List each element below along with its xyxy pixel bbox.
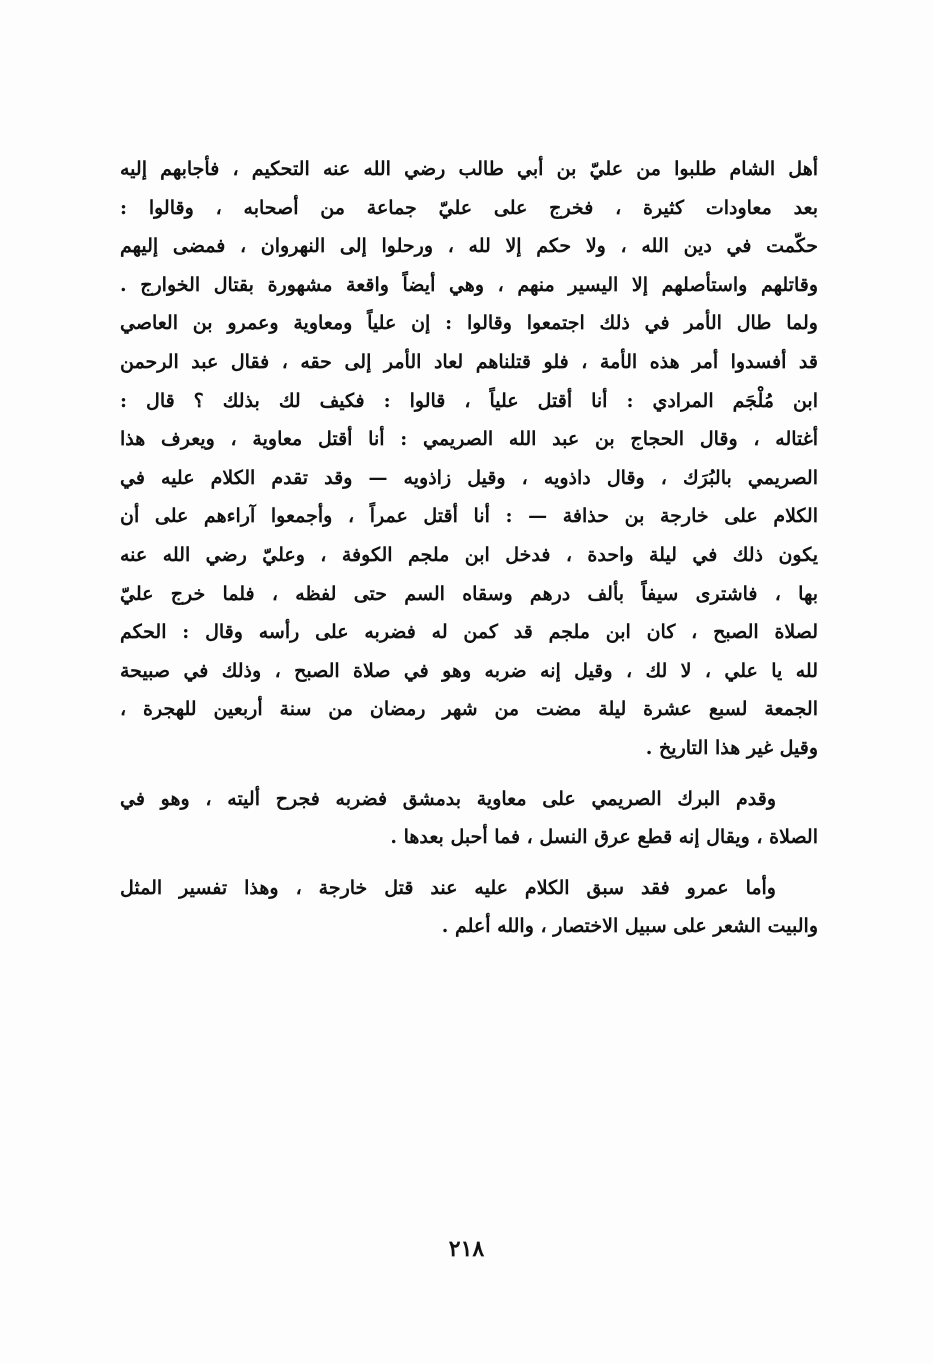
text-line: يكون ذلك في ليلة واحدة ، فدخل ابن ملجم الكوفة ، وعليّ رضي الله عنه (120, 543, 818, 566)
text-line: بها ، فاشترى سيفاً بألف درهم وسقاه السم حتى لفظه ، فلما خرج عليّ (120, 582, 818, 605)
text-line: الصلاة ، ويقال إنه قطع عرق النسل ، فما أحبل بعدها . (390, 826, 818, 849)
text-line: وقدم البرك الصريمي على معاوية بدمشق فضربه فجرح أليته ، وهو في (120, 787, 776, 810)
text-line: الكلام على خارجة بن حذافة — : أنا أقتل عمراً ، وأجمعوا آراءهم على أن (120, 505, 818, 528)
text-line: أغتاله ، وقال الحجاج بن عبد الله الصريمي : أنا أقتل معاوية ، ويعرف هذا (120, 428, 818, 451)
text-line: ابن مُلْجَم المرادي : أنا أقتل علياً ، قالوا : فكيف لك بذلك ؟ قال : (120, 389, 818, 412)
text-line: وقاتلهم واستأصلهم إلا اليسير منهم ، وهي أيضاً واقعة مشهورة بقتال الخوارج . (120, 273, 818, 296)
text-line: الصريمي بالبُرَك ، وقال داذويه ، وقيل زاذويه — وقد تقدم الكلام عليه في (120, 466, 818, 489)
paragraph-2 (120, 780, 818, 857)
paragraph-3 (120, 869, 818, 946)
text-line: لصلاة الصبح ، كان ابن ملجم قد كمن له فضربه على رأسه وقال : الحكم (120, 621, 818, 644)
text-line: قد أفسدوا أمر هذه الأمة ، فلو قتلناهم لعاد الأمر إلى حقه ، فقال عبد الرحمن (120, 350, 818, 373)
text-line: والبيت الشعر على سبيل الاختصار ، والله أعلم . (441, 915, 818, 938)
paragraph-1 (120, 150, 818, 768)
text-line: لله يا علي ، لا لك ، وقيل إنه ضربه وهو في صلاة الصبح ، وذلك في صبيحة (120, 659, 818, 682)
text-line: أهل الشام طلبوا من عليّ بن أبي طالب رضي الله عنه التحكيم ، فأجابهم إليه (120, 158, 818, 180)
text-line: الجمعة لسبع عشرة ليلة مضت من شهر رمضان من سنة أربعين للهجرة ، (120, 698, 818, 721)
text-line: وأما عمرو فقد سبق الكلام عليه عند قتل خارجة ، وهذا تفسير المثل (120, 876, 776, 899)
page-number: ٢١٨ (448, 1236, 485, 1262)
body-text (120, 150, 818, 946)
text-line: وقيل غير هذا التاريخ . (645, 736, 818, 759)
text-line: بعد معاودات كثيرة ، فخرج على عليّ جماعة من أصحابه ، وقالوا : (120, 196, 818, 219)
text-line: ولما طال الأمر في ذلك اجتمعوا وقالوا : إن علياً ومعاوية وعمرو بن العاصي (120, 312, 818, 335)
text-line: حكّمت في دين الله ، ولا حكم إلا لله ، ورحلوا إلى النهروان ، فمضى إليهم (120, 235, 818, 258)
